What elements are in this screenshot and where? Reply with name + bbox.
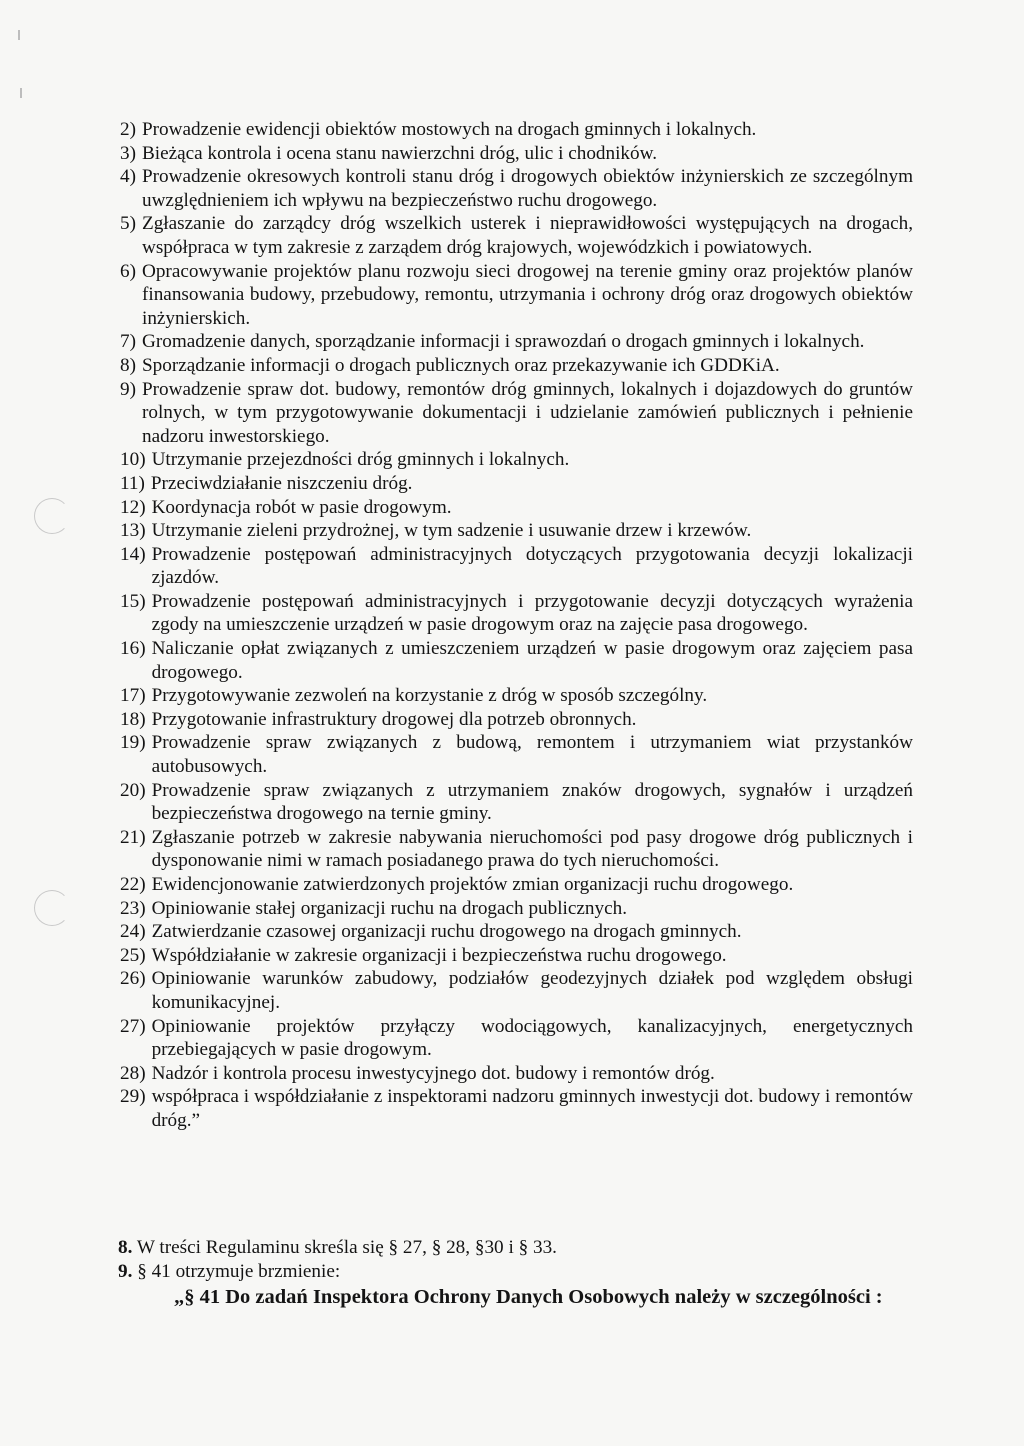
section-41-heading: „§ 41 Do zadań Inspektora Ochrony Danych Osobowych należy w szczególności : (174, 1286, 883, 1308)
item-number: 10) (120, 449, 146, 471)
list-item (120, 731, 913, 778)
item-text: Sporządzanie informacji o drogach publicznych oraz przekazywanie ich GDDKiA. (141, 354, 780, 376)
list-item (120, 354, 913, 378)
item-number: 24) (120, 921, 146, 943)
list-item (120, 212, 913, 259)
list-item (120, 897, 913, 921)
item-text: Prowadzenie okresowych kontroli stanu dróg i drogowych obiektów inżynierskich ze szczególnym uwzględnieniem ich wpływu na bezpieczeństwo ruchu drogowego. (141, 166, 913, 211)
list-item (120, 142, 913, 166)
item-text: Opiniowanie projektów przyłączy wodociągowych, kanalizacyjnych, energetycznych przebiegających w pasie drogowym. (151, 1015, 913, 1061)
list-item (120, 165, 913, 212)
punch-hole (34, 498, 70, 534)
item-text: Przygotowanie infrastruktury drogowej dla potrzeb obronnych. (151, 708, 637, 730)
item-number: 9) (120, 378, 136, 400)
list-item (120, 873, 913, 897)
item-number: 26) (120, 968, 146, 990)
amendments-section (118, 1236, 918, 1283)
item-number: 12) (120, 496, 146, 518)
list-item (120, 944, 913, 968)
item-text: Utrzymanie przejezdności dróg gminnych i lokalnych. (151, 449, 570, 471)
item-text: Opiniowanie warunków zabudowy, podziałów geodezyjnych działek pod względem obsługi komunikacyjnej. (151, 968, 913, 1013)
list-item (120, 496, 913, 520)
list-item (120, 1062, 913, 1086)
item-text: Prowadzenie spraw dot. budowy, remontów dróg gminnych, lokalnych i dojazdowych do gruntów rolnych, w tym przygotowywanie dokumentacji i udzielanie zamówień publicznych i pełnienie nadzoru inwestorskiego. (141, 378, 913, 447)
item-number: 4) (120, 166, 136, 188)
item-text: Koordynacja robót w pasie drogowym. (151, 496, 452, 518)
item-number: 20) (120, 779, 146, 801)
item-number: 7) (120, 331, 136, 353)
item-number: 21) (120, 826, 146, 848)
item-number: 16) (120, 638, 146, 660)
item-number: 19) (120, 732, 146, 754)
section-8-text: W treści Regulaminu skreśla się § 27, § 28, §30 i § 33. (136, 1237, 557, 1258)
list-item (120, 519, 913, 543)
scan-mark (20, 88, 22, 98)
item-number: 8) (120, 354, 136, 376)
item-text: Zatwierdzanie czasowej organizacji ruchu drogowego na drogach gminnych. (151, 921, 742, 943)
item-text: Opracowywanie projektów planu rozwoju sieci drogowej na terenie gminy oraz projektów planów finansowania budowy, przebudowy, remontu, utrzymania i ochrony dróg oraz drogowych obiektów inżynierskich. (141, 260, 913, 329)
item-number: 2) (120, 119, 136, 140)
item-text: Zgłaszanie do zarządcy dróg wszelkich usterek i nieprawidłowości występujących na drogach, współpraca w tym zakresie z zarządem dróg krajowych, wojewódzkich i powiatowych. (141, 213, 913, 258)
list-item (120, 826, 913, 873)
section-8-number: 8. (118, 1237, 133, 1258)
item-number: 18) (120, 708, 146, 730)
list-item (120, 779, 913, 826)
item-text: Prowadzenie ewidencji obiektów mostowych na drogach gminnych i lokalnych. (141, 119, 757, 140)
item-number: 15) (120, 590, 146, 612)
item-text: Ewidencjonowanie zatwierdzonych projektów zmian organizacji ruchu drogowego. (151, 874, 794, 895)
item-text: Zgłaszanie potrzeb w zakresie nabywania nieruchomości pod pasy drogowe dróg publicznych i dysponowanie nimi w ramach posiadanego prawa do tych nieruchomości. (151, 826, 913, 872)
list-item (120, 920, 913, 944)
list-item (120, 637, 913, 684)
item-number: 28) (120, 1062, 146, 1084)
item-number: 25) (120, 944, 146, 966)
item-number: 22) (120, 874, 146, 895)
list-item (120, 1015, 913, 1062)
item-number: 5) (120, 213, 136, 235)
item-text: Prowadzenie postępowań administracyjnych dotyczących przygotowania decyzji lokalizacji zjazdów. (151, 543, 913, 589)
item-number: 29) (120, 1086, 146, 1108)
list-item (120, 448, 913, 472)
item-text: Współdziałanie w zakresie organizacji i bezpieczeństwa ruchu drogowego. (151, 944, 727, 966)
list-item (120, 472, 913, 496)
item-number: 11) (120, 472, 145, 494)
list-item (120, 708, 913, 732)
list-item (120, 330, 913, 354)
item-text: Prowadzenie spraw związanych z budową, remontem i utrzymaniem wiat przystanków autobusowych. (151, 732, 913, 778)
section-8 (118, 1236, 918, 1260)
task-list (120, 118, 913, 1133)
list-item (120, 543, 913, 590)
punch-hole (34, 890, 70, 926)
item-text: Przygotowywanie zezwoleń na korzystanie z dróg w sposób szczególny. (151, 685, 708, 707)
list-item (120, 260, 913, 331)
item-text: Nadzór i kontrola procesu inwestycyjnego dot. budowy i remontów dróg. (151, 1062, 715, 1084)
scan-mark (18, 30, 20, 40)
list-item (120, 967, 913, 1014)
item-number: 17) (120, 685, 146, 707)
list-item (120, 1085, 913, 1132)
item-number: 13) (120, 520, 146, 542)
item-text: Gromadzenie danych, sporządzanie informacji i sprawozdań o drogach gminnych i lokalnych. (141, 331, 865, 353)
section-9-number: 9. (118, 1260, 133, 1282)
item-text: Naliczanie opłat związanych z umieszczeniem urządzeń w pasie drogowym oraz zajęciem pasa drogowego. (151, 638, 913, 683)
item-text: Utrzymanie zieleni przydrożnej, w tym sadzenie i usuwanie drzew i krzewów. (151, 520, 752, 542)
list-item (120, 590, 913, 637)
item-number: 6) (120, 260, 136, 282)
item-number: 14) (120, 543, 146, 565)
item-text: Bieżąca kontrola i ocena stanu nawierzchni dróg, ulic i chodników. (141, 142, 658, 164)
item-text: Prowadzenie spraw związanych z utrzymaniem znaków drogowych, sygnałów i urządzeń bezpieczeństwa drogowego na ternie gminy. (151, 779, 913, 825)
list-item (120, 684, 913, 708)
item-text: Prowadzenie postępowań administracyjnych i przygotowanie decyzji dotyczących wyrażenia zgody na umieszczenie urządzeń w pasie drogowym oraz na zajęcie pasa drogowego. (151, 590, 913, 636)
section-9 (118, 1260, 918, 1284)
item-number: 27) (120, 1015, 146, 1037)
list-item (120, 118, 913, 142)
item-number: 3) (120, 142, 136, 164)
item-text: Przeciwdziałanie niszczeniu dróg. (150, 472, 413, 494)
section-9-text: § 41 otrzymuje brzmienie: (137, 1260, 341, 1282)
list-item (120, 378, 913, 449)
item-text: współpraca i współdziałanie z inspektorami nadzoru gminnych inwestycji dot. budowy i remontów dróg.” (151, 1086, 913, 1131)
item-text: Opiniowanie stałej organizacji ruchu na drogach publicznych. (151, 897, 628, 919)
item-number: 23) (120, 897, 146, 919)
